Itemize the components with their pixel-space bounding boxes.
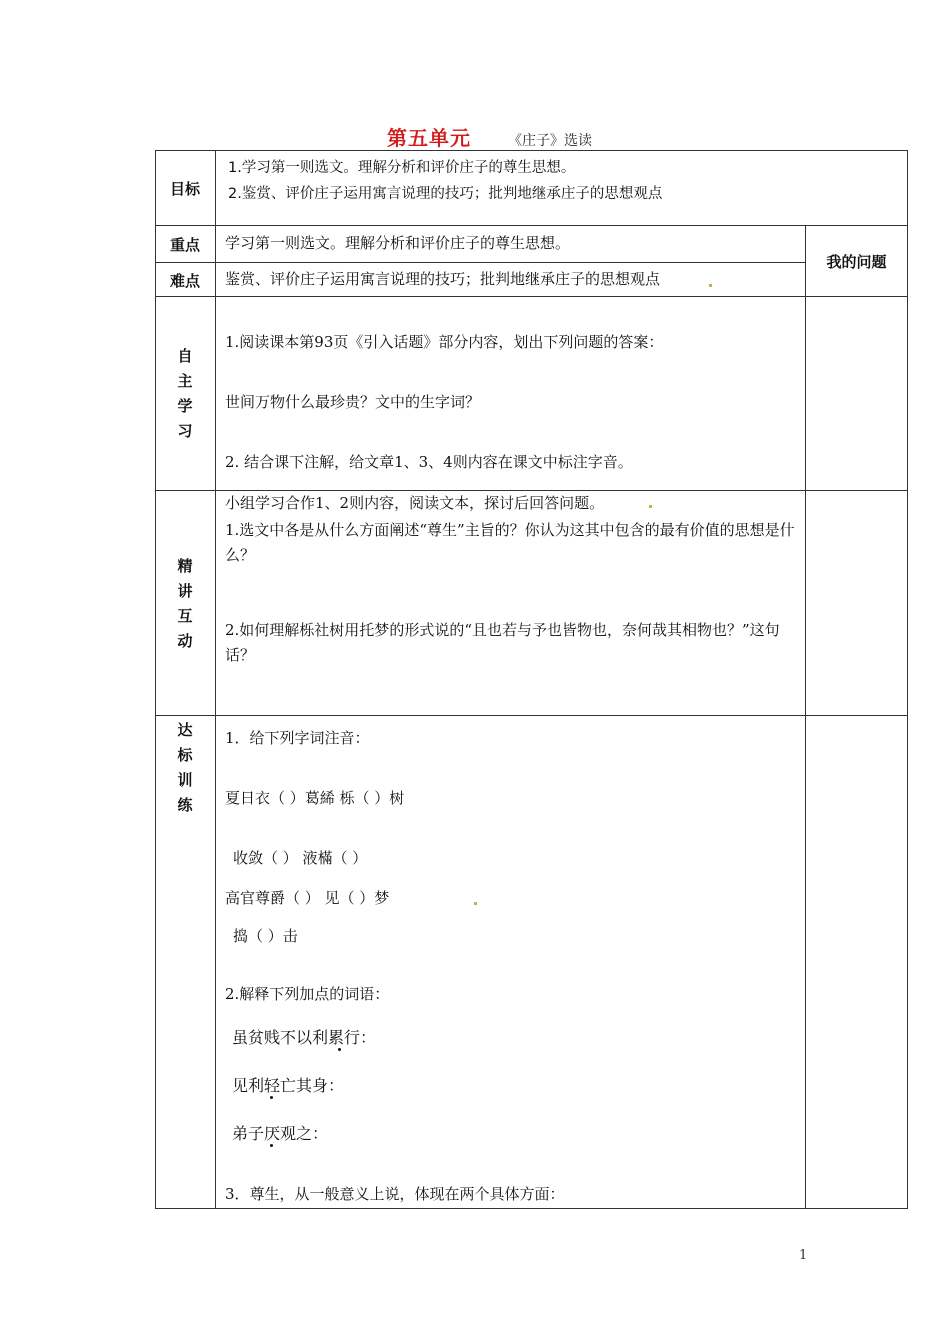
row-divider <box>155 225 908 226</box>
page-number: 1 <box>799 1248 808 1263</box>
row-divider <box>155 262 805 263</box>
interaction-question-1: 1.选文中各是从什么方面阐述“尊生”主旨的？你认为这其中包含的最有价值的思想是什么？ <box>225 521 795 564</box>
table-border-bottom <box>155 1208 908 1209</box>
goal-line-1: 1.学习第一则选文。理解分析和评价庄子的尊生思想。 <box>228 160 576 176</box>
key-point-text: 学习第一则选文。理解分析和评价庄子的尊生思想。 <box>225 234 571 252</box>
practice-question-2: 2.解释下列加点的词语： <box>225 985 390 1003</box>
stray-mark <box>709 284 712 287</box>
row-divider <box>155 715 908 716</box>
phrase-1: 虽贫贱不以利累行： <box>232 1028 377 1047</box>
interaction-question-2: 2.如何理解栎社树用托梦的形式说的“且也若与予也皆物也，奈何哉其相物也？”这句话？ <box>225 621 780 664</box>
difficulty-label: 难点 <box>169 272 200 290</box>
row-divider <box>155 296 908 297</box>
table-border-left <box>155 150 156 1209</box>
goal-label: 目标 <box>169 180 200 198</box>
goal-line-2: 2.鉴赏、评价庄子运用寓言说理的技巧；批判地继承庄子的思想观点 <box>228 186 663 202</box>
column-divider <box>215 150 216 1209</box>
emphasis-dot <box>338 1048 341 1051</box>
interaction-intro: 小组学习合作1、2则内容，阅读文本，探讨后回答问题。 <box>225 494 605 512</box>
practice-question-3: 3．尊生，从一般意义上说，体现在两个具体方面： <box>225 1185 565 1203</box>
key-point-label: 重点 <box>169 236 200 254</box>
unit-title: 第五单元 <box>387 126 471 150</box>
self-study-label: 自主学习 <box>177 347 193 440</box>
table-border-right <box>907 150 908 1209</box>
self-study-item-3: 2. 结合课下注解，给文章1、3、4则内容在课文中标注字音。 <box>225 453 633 471</box>
table-border-top <box>155 150 908 151</box>
phrase-3: 弟子厌观之： <box>232 1124 329 1143</box>
row-divider <box>155 490 908 491</box>
difficulty-text: 鉴赏、评价庄子运用寓言说理的技巧；批判地继承庄子的思想观点 <box>225 270 661 288</box>
self-study-item-2: 世间万物什么最珍贵？文中的生字词？ <box>225 393 481 411</box>
emphasis-dot <box>270 1144 273 1147</box>
pinyin-line-4: 捣（ ）击 <box>233 927 298 945</box>
pinyin-line-2: 收敛（ ） 液樠（ ） <box>233 849 368 867</box>
interaction-label: 精讲互动 <box>177 557 193 650</box>
pinyin-line-1: 夏日衣（ ）葛絺 栎（ ）树 <box>225 789 405 807</box>
practice-label: 达标训练 <box>177 721 193 814</box>
emphasis-dot <box>270 1096 273 1099</box>
my-question-header: 我的问题 <box>826 253 887 271</box>
phrase-2: 见利轻亡其身： <box>232 1076 345 1095</box>
lesson-title: 《庄子》选读 <box>508 133 592 149</box>
pinyin-line-3: 高官尊爵（ ） 见（ ）梦 <box>225 889 390 907</box>
self-study-item-1: 1.阅读课本第93页《引入话题》部分内容，划出下列问题的答案： <box>225 333 664 351</box>
practice-question-1: 1．给下列字词注音： <box>225 729 370 747</box>
column-divider <box>805 225 806 1209</box>
stray-mark <box>474 902 477 905</box>
stray-mark <box>649 505 652 508</box>
